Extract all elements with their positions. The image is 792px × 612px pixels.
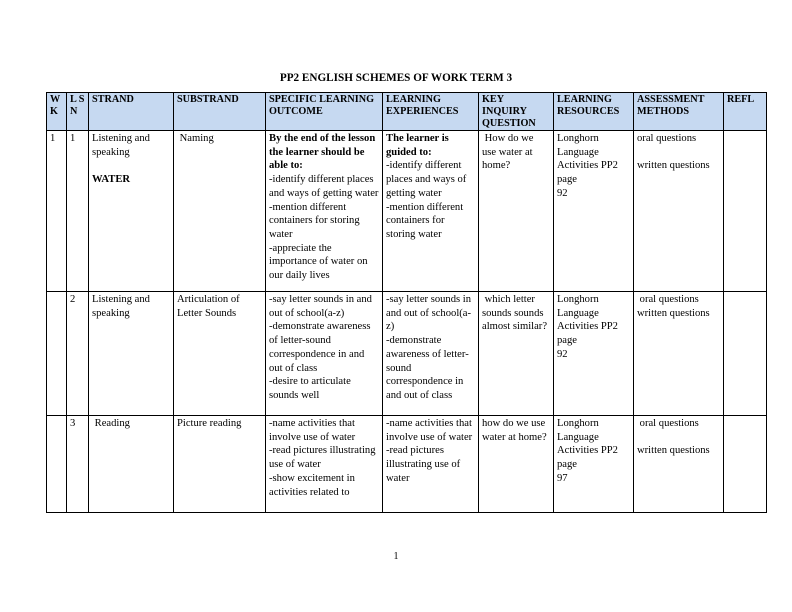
strand-text: Listening and speaking bbox=[92, 133, 150, 158]
document-title: PP2 ENGLISH SCHEMES OF WORK TERM 3 bbox=[279, 72, 513, 84]
experiences-lead: The learner is guided to: bbox=[386, 133, 449, 158]
cell-outcome: -say letter sounds in and out of school(a-z) -demonstrate awareness of letter-sound correspondence in and out of class -desire to articulate sounds well bbox=[266, 292, 383, 416]
cell-refl bbox=[724, 292, 767, 416]
assessment-oral: oral questions bbox=[637, 418, 699, 429]
header-wk: W K bbox=[47, 93, 67, 131]
cell-refl bbox=[724, 416, 767, 513]
cell-resources: Longhorn Language Activities PP2 page 92 bbox=[554, 292, 634, 416]
cell-resources: Longhorn Language Activities PP2 page 97 bbox=[554, 416, 634, 513]
cell-assessment bbox=[634, 131, 724, 292]
cell-inquiry: how do we use water at home? bbox=[479, 416, 554, 513]
table-row bbox=[47, 292, 767, 416]
header-lsn: L S N bbox=[67, 93, 89, 131]
cell-assessment: oral questions written questions bbox=[634, 292, 724, 416]
header-refl: REFL bbox=[724, 93, 767, 131]
cell-strand: Reading bbox=[89, 416, 174, 513]
strand-topic: WATER bbox=[92, 174, 131, 186]
cell-wk: 1 bbox=[47, 131, 67, 292]
header-strand: STRAND bbox=[89, 93, 174, 131]
cell-lsn: 1 bbox=[67, 131, 89, 292]
cell-resources: Longhorn Language Activities PP2 page 92 bbox=[554, 131, 634, 292]
cell-assessment bbox=[634, 416, 724, 513]
cell-wk bbox=[47, 292, 67, 416]
cell-substrand: Picture reading bbox=[174, 416, 266, 513]
cell-strand bbox=[89, 131, 174, 292]
table-row bbox=[47, 416, 767, 513]
cell-wk bbox=[47, 416, 67, 513]
cell-strand: Listening and speaking bbox=[89, 292, 174, 416]
table-row bbox=[47, 131, 767, 292]
cell-lsn: 3 bbox=[67, 416, 89, 513]
outcome-text: -identify different places and ways of getting water -mention different containers for storing water -appreciate the importance of water on our daily lives bbox=[269, 174, 379, 282]
header-inquiry: KEY INQUIRY QUESTION bbox=[479, 93, 554, 131]
cell-experiences: -say letter sounds in and out of school(a-z) -demonstrate awareness of letter-sound correspondence in and out of class bbox=[383, 292, 479, 416]
cell-substrand: Articulation of Letter Sounds bbox=[174, 292, 266, 416]
cell-inquiry: which letter sounds sounds almost similar? bbox=[479, 292, 554, 416]
cell-outcome: -name activities that involve use of water -read pictures illustrating use of water -show excitement in activities related to bbox=[266, 416, 383, 513]
header-experiences: LEARNING EXPERIENCES bbox=[383, 93, 479, 131]
header-substrand: SUBSTRAND bbox=[174, 93, 266, 131]
header-resources: LEARNING RESOURCES bbox=[554, 93, 634, 131]
header-outcome: SPECIFIC LEARNING OUTCOME bbox=[266, 93, 383, 131]
cell-substrand: Naming bbox=[174, 131, 266, 292]
assessment-oral: oral questions bbox=[637, 133, 697, 144]
cell-inquiry: How do we use water at home? bbox=[479, 131, 554, 292]
cell-outcome bbox=[266, 131, 383, 292]
assessment-written: written questions bbox=[637, 160, 710, 172]
header-assessment: ASSESSMENT METHODS bbox=[634, 93, 724, 131]
cell-experiences bbox=[383, 131, 479, 292]
scheme-table bbox=[46, 92, 767, 513]
cell-refl bbox=[724, 131, 767, 292]
cell-lsn: 2 bbox=[67, 292, 89, 416]
page-number: 1 bbox=[393, 551, 399, 562]
header-row bbox=[47, 93, 767, 131]
cell-experiences: -name activities that involve use of water -read pictures illustrating use of water bbox=[383, 416, 479, 513]
assessment-written: written questions bbox=[637, 445, 710, 457]
outcome-lead: By the end of the lesson the learner should be able to: bbox=[269, 133, 376, 172]
experiences-text: -identify different places and ways of getting water -mention different containers for storing water bbox=[386, 160, 467, 240]
